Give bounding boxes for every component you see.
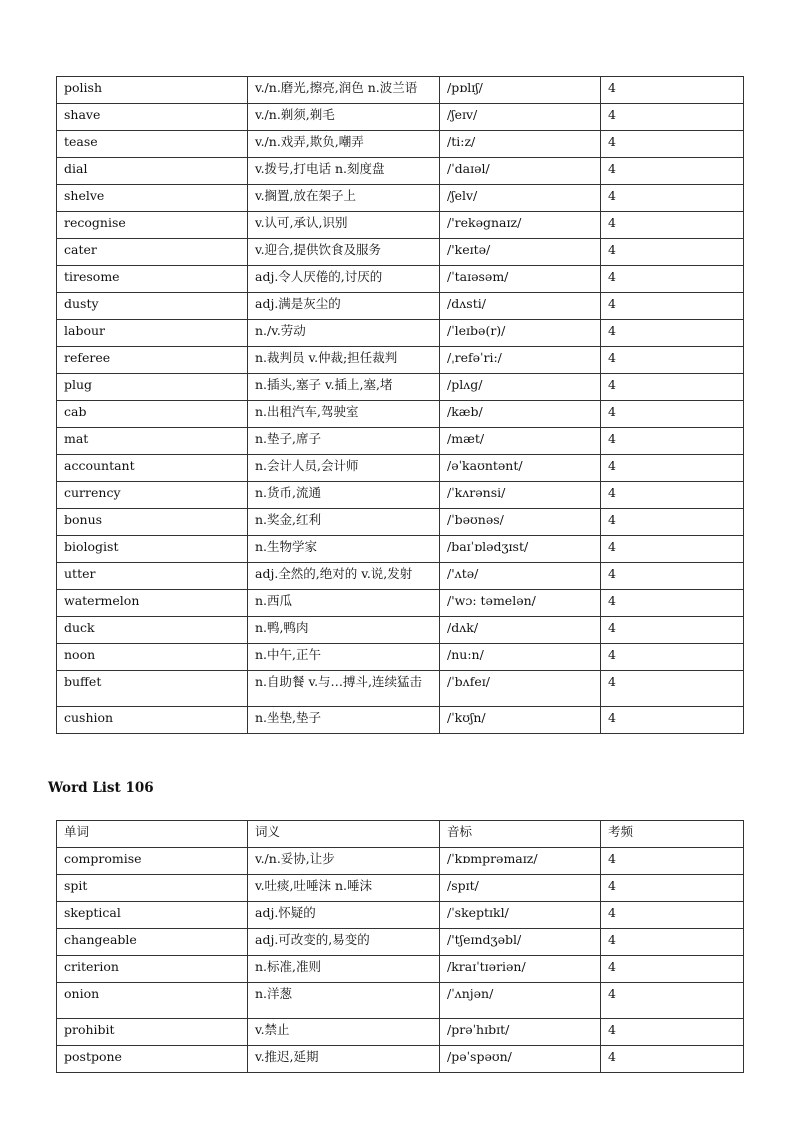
cell-phonetic: /ˈskeptɪkl/ (440, 902, 601, 929)
cell-phonetic: /pəˈspəʊn/ (440, 1046, 601, 1073)
table-row (57, 428, 744, 455)
cell-meaning: n.标准,准则 (248, 956, 440, 983)
cell-frequency: 4 (601, 671, 744, 707)
table-row (57, 185, 744, 212)
cell-frequency: 4 (601, 428, 744, 455)
table-row (57, 239, 744, 266)
cell-frequency: 4 (601, 158, 744, 185)
table-row (57, 212, 744, 239)
cell-meaning: v.拨号,打电话 n.刻度盘 (248, 158, 440, 185)
cell-meaning: n.垫子,席子 (248, 428, 440, 455)
cell-word: criterion (57, 956, 248, 983)
cell-phonetic: /nu:n/ (440, 644, 601, 671)
cell-phonetic: /ˈbʌfeɪ/ (440, 671, 601, 707)
cell-phonetic: /dʌk/ (440, 617, 601, 644)
cell-phonetic: /ˈleɪbə(r)/ (440, 320, 601, 347)
cell-frequency: 4 (601, 347, 744, 374)
cell-frequency: 4 (601, 1046, 744, 1073)
cell-phonetic: /ʃelv/ (440, 185, 601, 212)
table-row (57, 293, 744, 320)
cell-meaning: v./n.妥协,让步 (248, 848, 440, 875)
cell-phonetic: /spɪt/ (440, 875, 601, 902)
header-meaning: 词义 (248, 821, 440, 848)
cell-word: recognise (57, 212, 248, 239)
cell-phonetic: /ˈkɒmprəmaɪz/ (440, 848, 601, 875)
cell-word: changeable (57, 929, 248, 956)
cell-word: cab (57, 401, 248, 428)
table-row (57, 347, 744, 374)
cell-meaning: n.鸭,鸭肉 (248, 617, 440, 644)
cell-word: shelve (57, 185, 248, 212)
cell-meaning: v.吐痰,吐唾沫 n.唾沫 (248, 875, 440, 902)
cell-meaning: n.会计人员,会计师 (248, 455, 440, 482)
cell-phonetic: /prəˈhɪbɪt/ (440, 1019, 601, 1046)
table-row (57, 983, 744, 1019)
table-row (57, 104, 744, 131)
cell-meaning: v.搁置,放在架子上 (248, 185, 440, 212)
cell-meaning: v./n.戏弄,欺负,嘲弄 (248, 131, 440, 158)
cell-meaning: n.裁判员 v.仲裁;担任裁判 (248, 347, 440, 374)
table-row (57, 848, 744, 875)
table-row (57, 266, 744, 293)
table-row (57, 455, 744, 482)
table-row (57, 563, 744, 590)
cell-phonetic: /ˈkʌrənsi/ (440, 482, 601, 509)
cell-frequency: 4 (601, 509, 744, 536)
table-row (57, 320, 744, 347)
cell-meaning: v./n.磨光,擦亮,润色 n.波兰语 (248, 77, 440, 104)
cell-word: duck (57, 617, 248, 644)
cell-phonetic: /ˈkʊʃn/ (440, 707, 601, 734)
cell-phonetic: /baɪˈɒlədʒɪst/ (440, 536, 601, 563)
table-row (57, 374, 744, 401)
cell-meaning: adj.令人厌倦的,讨厌的 (248, 266, 440, 293)
cell-word: tiresome (57, 266, 248, 293)
cell-word: prohibit (57, 1019, 248, 1046)
cell-phonetic: /ʃeɪv/ (440, 104, 601, 131)
cell-frequency: 4 (601, 563, 744, 590)
vocabulary-table-body (57, 821, 744, 1073)
table-row (57, 509, 744, 536)
cell-frequency: 4 (601, 212, 744, 239)
vocabulary-table-body (57, 77, 744, 734)
cell-word: tease (57, 131, 248, 158)
cell-meaning: v.推迟,延期 (248, 1046, 440, 1073)
table-row (57, 707, 744, 734)
cell-frequency: 4 (601, 374, 744, 401)
cell-frequency: 4 (601, 848, 744, 875)
table-row (57, 158, 744, 185)
table-row (57, 131, 744, 158)
table-row (57, 671, 744, 707)
cell-word: spit (57, 875, 248, 902)
header-frequency: 考频 (601, 821, 744, 848)
cell-frequency: 4 (601, 293, 744, 320)
cell-phonetic: /dʌsti/ (440, 293, 601, 320)
cell-frequency: 4 (601, 929, 744, 956)
cell-phonetic: /pɒlɪʃ/ (440, 77, 601, 104)
cell-word: plug (57, 374, 248, 401)
cell-word: shave (57, 104, 248, 131)
table-row (57, 536, 744, 563)
cell-frequency: 4 (601, 455, 744, 482)
vocabulary-table-word-list-106 (56, 820, 744, 1073)
cell-word: currency (57, 482, 248, 509)
cell-frequency: 4 (601, 131, 744, 158)
cell-word: biologist (57, 536, 248, 563)
table-row (57, 590, 744, 617)
cell-meaning: v.认可,承认,识别 (248, 212, 440, 239)
cell-phonetic: /'keɪtə/ (440, 239, 601, 266)
table-row (57, 1046, 744, 1073)
cell-phonetic: /ˌrefəˈri:/ (440, 347, 601, 374)
cell-meaning: n./v.劳动 (248, 320, 440, 347)
cell-meaning: adj.可改变的,易变的 (248, 929, 440, 956)
cell-meaning: n.奖金,红利 (248, 509, 440, 536)
cell-meaning: adj.怀疑的 (248, 902, 440, 929)
cell-word: utter (57, 563, 248, 590)
cell-meaning: n.中午,正午 (248, 644, 440, 671)
cell-meaning: adj.全然的,绝对的 v.说,发射 (248, 563, 440, 590)
cell-frequency: 4 (601, 185, 744, 212)
cell-phonetic: /kæb/ (440, 401, 601, 428)
table-row (57, 929, 744, 956)
table-row (57, 956, 744, 983)
cell-frequency: 4 (601, 266, 744, 293)
cell-frequency: 4 (601, 956, 744, 983)
header-word: 单词 (57, 821, 248, 848)
cell-word: labour (57, 320, 248, 347)
table-row (57, 482, 744, 509)
cell-meaning: n.坐垫,垫子 (248, 707, 440, 734)
cell-meaning: adj.满是灰尘的 (248, 293, 440, 320)
cell-frequency: 4 (601, 239, 744, 266)
cell-meaning: n.货币,流通 (248, 482, 440, 509)
table-row (57, 401, 744, 428)
cell-phonetic: /plʌg/ (440, 374, 601, 401)
cell-word: cushion (57, 707, 248, 734)
cell-phonetic: /'wɔ: təmelən/ (440, 590, 601, 617)
cell-phonetic: /ˈtaɪəsəm/ (440, 266, 601, 293)
cell-phonetic: /kraɪˈtɪəriən/ (440, 956, 601, 983)
cell-meaning: v./n.剃须,剃毛 (248, 104, 440, 131)
cell-frequency: 4 (601, 707, 744, 734)
cell-meaning: n.生物学家 (248, 536, 440, 563)
cell-word: watermelon (57, 590, 248, 617)
cell-phonetic: /mæt/ (440, 428, 601, 455)
cell-meaning: n.西瓜 (248, 590, 440, 617)
cell-meaning: v.迎合,提供饮食及服务 (248, 239, 440, 266)
cell-phonetic: /ˈʌnjən/ (440, 983, 601, 1019)
cell-frequency: 4 (601, 482, 744, 509)
cell-frequency: 4 (601, 983, 744, 1019)
cell-meaning: n.自助餐 v.与…搏斗,连续猛击 (248, 671, 440, 707)
cell-phonetic: /ti:z/ (440, 131, 601, 158)
cell-frequency: 4 (601, 320, 744, 347)
cell-phonetic: /'tʃeɪndʒəbl/ (440, 929, 601, 956)
cell-word: cater (57, 239, 248, 266)
cell-phonetic: /əˈkaʊntənt/ (440, 455, 601, 482)
cell-word: mat (57, 428, 248, 455)
cell-meaning: v.禁止 (248, 1019, 440, 1046)
cell-frequency: 4 (601, 617, 744, 644)
cell-frequency: 4 (601, 77, 744, 104)
table-row (57, 617, 744, 644)
table-row (57, 902, 744, 929)
cell-frequency: 4 (601, 875, 744, 902)
cell-frequency: 4 (601, 536, 744, 563)
cell-word: onion (57, 983, 248, 1019)
cell-word: polish (57, 77, 248, 104)
table-row (57, 644, 744, 671)
cell-frequency: 4 (601, 1019, 744, 1046)
cell-word: skeptical (57, 902, 248, 929)
cell-word: accountant (57, 455, 248, 482)
cell-frequency: 4 (601, 401, 744, 428)
cell-phonetic: /ˈbəʊnəs/ (440, 509, 601, 536)
cell-frequency: 4 (601, 590, 744, 617)
cell-meaning: n.出租汽车,驾驶室 (248, 401, 440, 428)
cell-phonetic: /ˈdaɪəl/ (440, 158, 601, 185)
cell-meaning: n.洋葱 (248, 983, 440, 1019)
cell-phonetic: /'rekəgnaɪz/ (440, 212, 601, 239)
table-row (57, 875, 744, 902)
cell-frequency: 4 (601, 644, 744, 671)
cell-word: postpone (57, 1046, 248, 1073)
table-header-row (57, 821, 744, 848)
cell-frequency: 4 (601, 104, 744, 131)
cell-word: dusty (57, 293, 248, 320)
header-phonetic: 音标 (440, 821, 601, 848)
table-row (57, 1019, 744, 1046)
section-heading: Word List 106 (48, 780, 154, 796)
cell-word: noon (57, 644, 248, 671)
cell-word: dial (57, 158, 248, 185)
cell-word: bonus (57, 509, 248, 536)
table-row (57, 77, 744, 104)
cell-meaning: n.插头,塞子 v.插上,塞,堵 (248, 374, 440, 401)
cell-word: referee (57, 347, 248, 374)
cell-phonetic: /'ʌtə/ (440, 563, 601, 590)
cell-word: compromise (57, 848, 248, 875)
cell-frequency: 4 (601, 902, 744, 929)
cell-word: buffet (57, 671, 248, 707)
vocabulary-table-continued (56, 76, 744, 734)
